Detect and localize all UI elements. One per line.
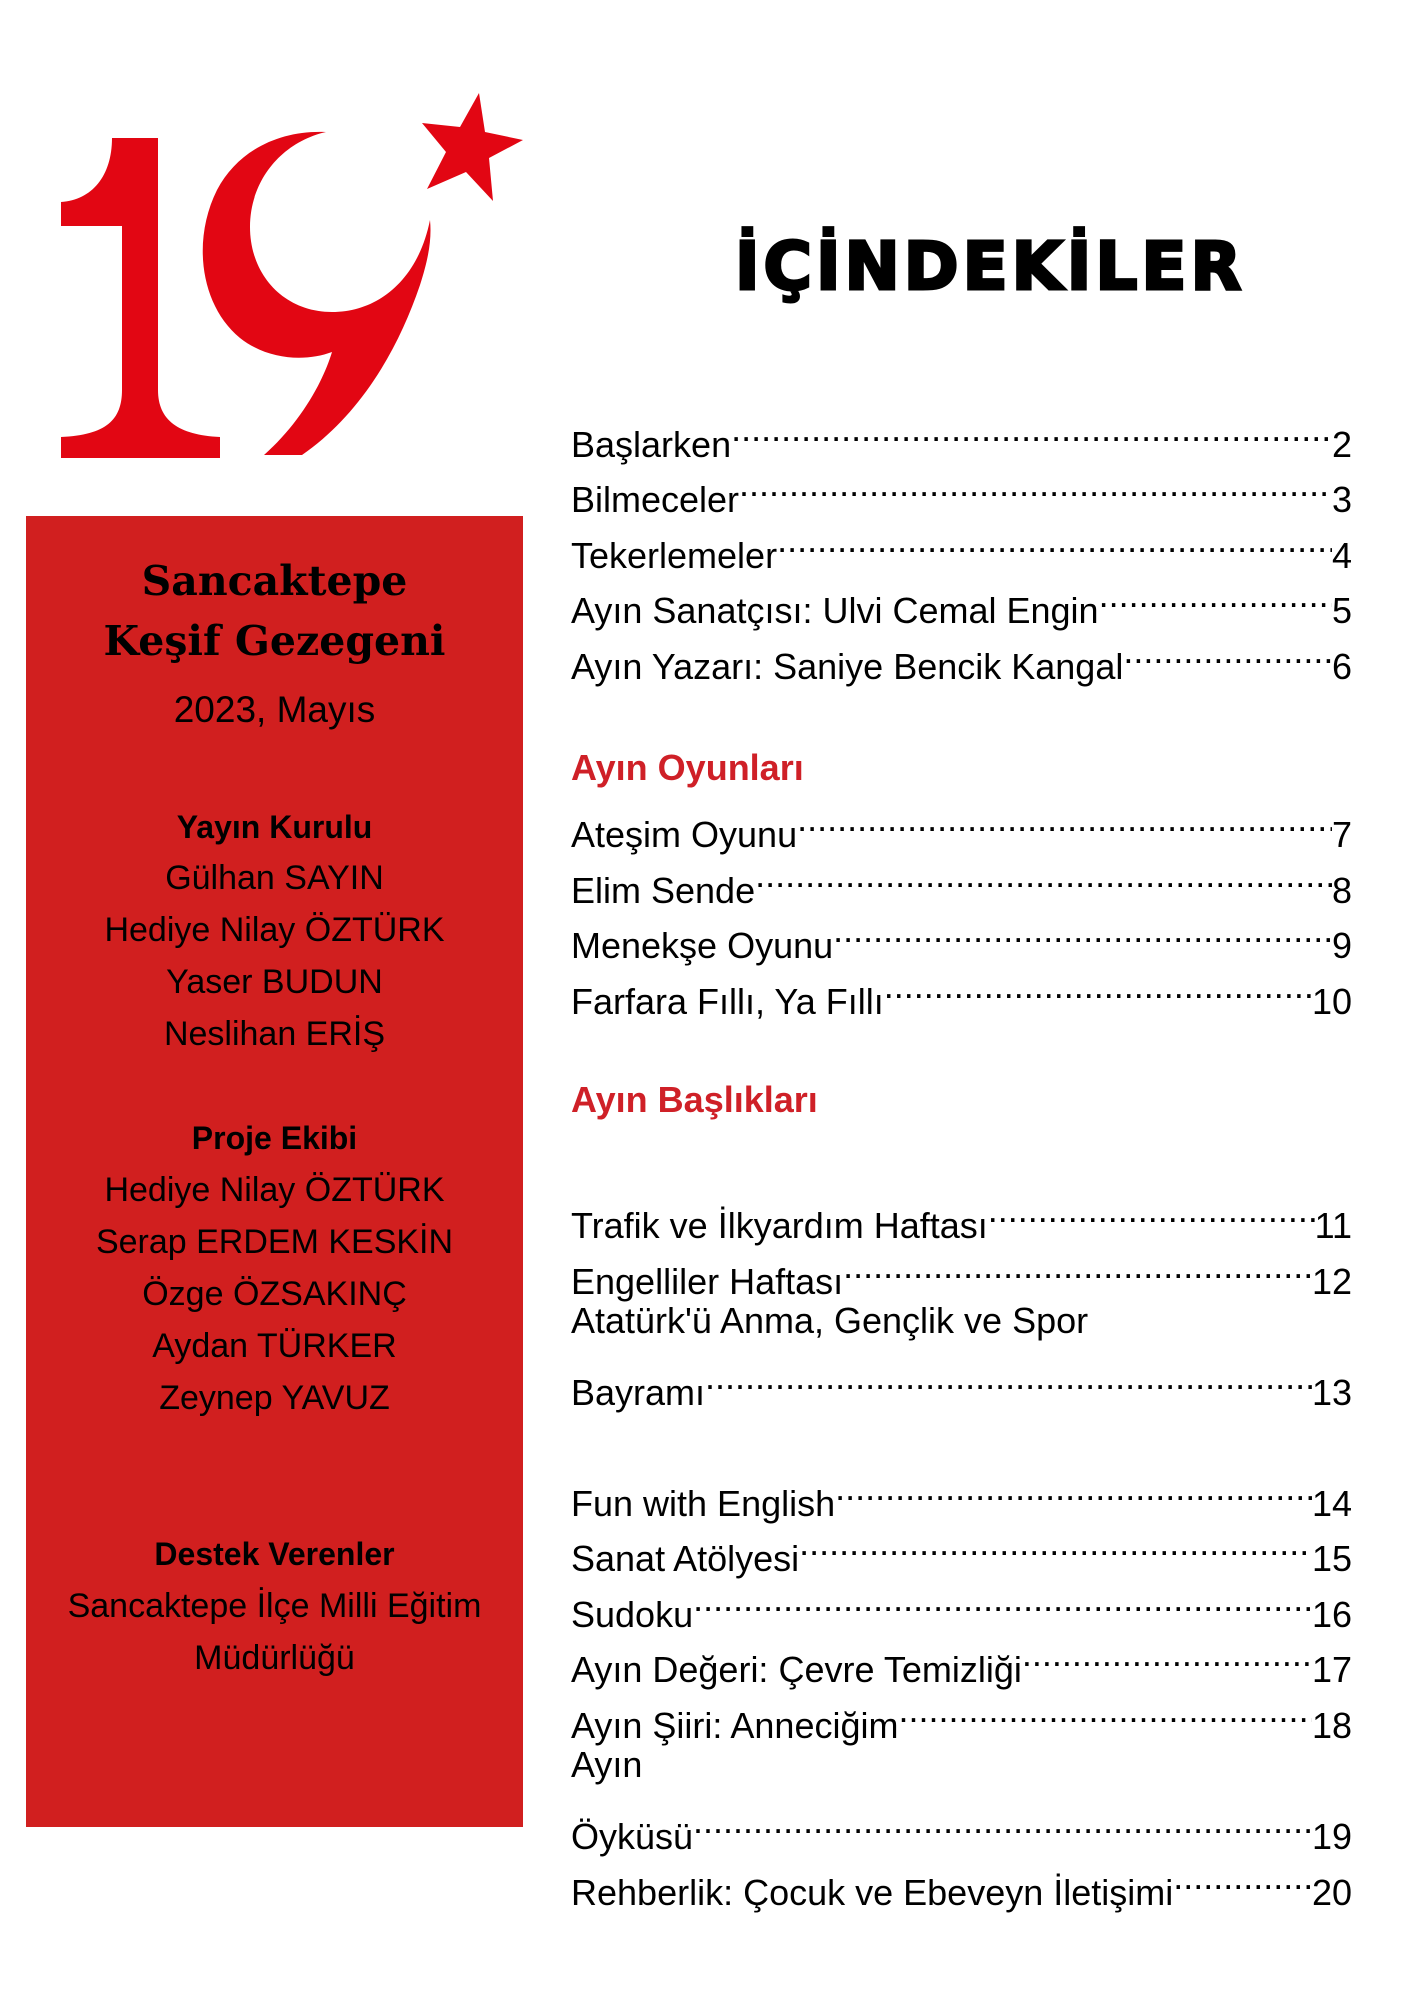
dot-leader (884, 958, 1312, 1014)
editorial-board-member: Hediye Nilay ÖZTÜRK (104, 911, 445, 949)
editorial-board-heading: Yayın Kurulu (176, 809, 373, 845)
dot-leader (705, 1349, 1312, 1405)
toc-entry[interactable] (571, 1626, 1352, 1690)
toc-entry-label: Tekerlemeler (571, 535, 778, 576)
dot-leader (739, 456, 1332, 512)
toc-entry[interactable] (571, 512, 1352, 576)
toc-page-number: 18 (1311, 1705, 1352, 1746)
dot-leader (1173, 1849, 1312, 1905)
toc-page-number: 19 (1311, 1816, 1352, 1857)
toc-page-number: 7 (1331, 814, 1352, 855)
toc-entry[interactable] (571, 567, 1352, 631)
toc-page-number: 3 (1331, 479, 1352, 520)
toc-entry[interactable] (571, 1460, 1352, 1524)
dot-leader (755, 847, 1332, 903)
toc-entry[interactable] (571, 623, 1352, 687)
dot-leader (799, 1515, 1312, 1571)
dot-leader (693, 1571, 1312, 1627)
toc-entry[interactable] (571, 1682, 1352, 1746)
supporters-heading: Destek Verenler (154, 1536, 395, 1572)
toc-entry-label: Sudoku (571, 1594, 694, 1635)
toc-entry-label: Ayın Yazarı: Saniye Bencik Kangal (571, 646, 1124, 687)
dot-leader (1022, 1626, 1312, 1682)
toc-page-number: 13 (1311, 1372, 1352, 1413)
toc-page-number: 17 (1311, 1649, 1352, 1690)
masthead-panel (26, 516, 523, 1827)
supporters-line: Müdürlüğü (194, 1639, 355, 1677)
toc-entry-label: Engelliler Haftası (571, 1261, 844, 1302)
section-heading-games: Ayın Oyunları (571, 747, 804, 788)
toc-entry-label: Trafik ve İlkyardım Haftası (571, 1205, 988, 1246)
toc-entry-label: Bilmeceler (571, 479, 740, 520)
toc-entry[interactable] (571, 958, 1352, 1022)
dot-leader (1099, 567, 1332, 623)
toc-entry[interactable] (571, 1182, 1352, 1246)
dot-leader (843, 1238, 1312, 1294)
toc-page-number: 15 (1311, 1538, 1352, 1579)
dot-leader (797, 791, 1332, 847)
toc-entry[interactable] (571, 902, 1352, 966)
toc-entry-label: Elim Sende (571, 870, 756, 911)
dot-leader (835, 1460, 1312, 1516)
toc-page-number: 14 (1311, 1483, 1352, 1524)
toc-page-number: 16 (1311, 1594, 1352, 1635)
toc-entry-label-line1[interactable]: Ayın (571, 1744, 643, 1785)
project-team-heading: Proje Ekibi (191, 1120, 358, 1156)
project-team-member: Özge ÖZSAKINÇ (142, 1275, 407, 1313)
toc-entry[interactable] (571, 1349, 1352, 1413)
editorial-board-member: Yaser BUDUN (166, 963, 383, 1001)
project-team-member: Hediye Nilay ÖZTÜRK (104, 1171, 445, 1209)
toc-page-number: 2 (1331, 424, 1352, 465)
toc-entry-label: Sanat Atölyesi (571, 1538, 800, 1579)
project-team-member: Zeynep YAVUZ (159, 1379, 390, 1417)
toc-entry-label: Başlarken (571, 424, 732, 465)
dot-leader (777, 512, 1332, 568)
dot-leader (988, 1182, 1315, 1238)
magazine-name-line1: Sancaktepe (141, 557, 408, 605)
dot-leader (833, 902, 1332, 958)
toc-entry[interactable] (571, 1515, 1352, 1579)
toc-entry[interactable] (571, 791, 1352, 855)
toc-entry-label: Bayramı (571, 1372, 706, 1413)
dot-leader (898, 1682, 1311, 1738)
toc-entry[interactable] (571, 1571, 1352, 1635)
toc-page-number: 6 (1331, 646, 1352, 687)
logo-19 (60, 80, 540, 470)
toc-page-number: 8 (1331, 870, 1352, 911)
dot-leader (1123, 623, 1332, 679)
toc-entry-label: Fun with English (571, 1483, 836, 1524)
toc-entry-label-line1[interactable]: Atatürk'ü Anma, Gençlik ve Spor (571, 1300, 1089, 1341)
toc-page-number: 11 (1314, 1205, 1352, 1246)
toc-entry-label: Ateşim Oyunu (571, 814, 798, 855)
editorial-board-member: Gülhan SAYIN (165, 859, 384, 897)
supporters-line: Sancaktepe İlçe Milli Eğitim (67, 1587, 482, 1625)
toc-entry[interactable] (571, 456, 1352, 520)
toc-entry-label: Ayın Şiiri: Anneciğim (571, 1705, 899, 1746)
toc-entry-label: Ayın Sanatçısı: Ulvi Cemal Engin (571, 590, 1099, 631)
toc-entry[interactable] (571, 1793, 1352, 1857)
magazine-name-line2: Keşif Gezegeni (103, 617, 446, 665)
toc-entry-label: Farfara Fıllı, Ya Fıllı (571, 981, 884, 1022)
toc-entry-label: Ayın Değeri: Çevre Temizliği (571, 1649, 1022, 1690)
project-team-member: Serap ERDEM KESKİN (95, 1223, 454, 1261)
toc-page-number: 5 (1331, 590, 1352, 631)
toc-page-number: 12 (1311, 1261, 1352, 1302)
section-heading-topics: Ayın Başlıkları (571, 1079, 818, 1120)
page-title: İÇİNDEKİLER (735, 228, 1246, 305)
toc-entry[interactable] (571, 1238, 1352, 1302)
toc-entry-label: Öyküsü (571, 1816, 694, 1857)
toc-page-number: 9 (1331, 925, 1352, 966)
issue-date: 2023, Mayıs (173, 689, 376, 730)
toc-page-number: 10 (1311, 981, 1352, 1022)
toc-page-number: 20 (1311, 1872, 1352, 1913)
editorial-board-member: Neslihan ERİŞ (163, 1015, 386, 1053)
toc-entry-label: Menekşe Oyunu (571, 925, 834, 966)
dot-leader (731, 401, 1332, 457)
toc-entry[interactable] (571, 401, 1352, 465)
crescent-star-19-logo-icon (60, 80, 540, 470)
toc-entry-label: Rehberlik: Çocuk ve Ebeveyn İletişimi (571, 1872, 1174, 1913)
project-team-member: Aydan TÜRKER (152, 1327, 397, 1365)
toc-page-number: 4 (1331, 535, 1352, 576)
dot-leader (693, 1793, 1312, 1849)
toc-entry[interactable] (571, 1849, 1352, 1913)
toc-entry[interactable] (571, 847, 1352, 911)
